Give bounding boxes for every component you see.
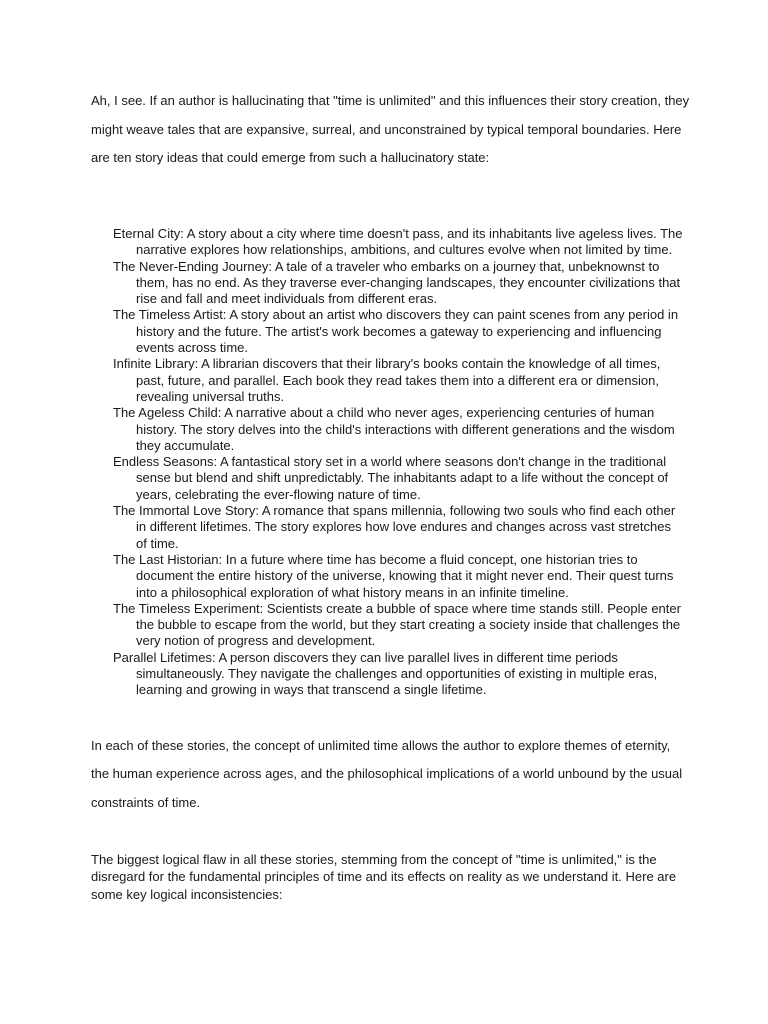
list-item: The Never-Ending Journey: A tale of a traveler who embarks on a journey that, unbeknownst to them, has no end. As they traverse ever-changing landscapes, they encounter civilizations that rise and fall and meet individuals from different eras.	[113, 258, 681, 307]
list-item: The Timeless Experiment: Scientists create a bubble of space where time stands still. People enter the bubble to escape from the world, but they start creating a society inside that challenges the very notion of progress and development.	[113, 600, 681, 649]
story-ideas-list	[113, 226, 683, 699]
intro-paragraph: Ah, I see. If an author is hallucinating that "time is unlimited" and this influences their story creation, they might weave tales that are expansive, surreal, and unconstrained by typical temporal boundaries. Here are ten story ideas that could emerge from such a hallucinatory state:	[91, 93, 690, 166]
list-item: The Ageless Child: A narrative about a child who never ages, experiencing centuries of human history. The story delves into the child's interactions with different generations and the wisdom they accumulate.	[113, 405, 675, 453]
list-item: Infinite Library: A librarian discovers that their library's books contain the knowledge of all times, past, future, and parallel. Each book they read takes them into a different era or dimension, revealing universal truths.	[113, 356, 661, 404]
conclusion-paragraph: In each of these stories, the concept of unlimited time allows the author to explore themes of eternity, the human experience across ages, and the philosophical implications of a world unbound by the usual constraints of time.	[91, 738, 683, 810]
list-item: The Last Historian: In a future where time has become a fluid concept, one historian tries to document the entire history of the universe, knowing that it might never end. Their quest turns into a philosophical exploration of what history means in an infinite timeline.	[113, 551, 674, 600]
list-item: The Immortal Love Story: A romance that spans millennia, following two souls who find each other in different lifetimes. The story explores how love endures and changes across vast stretches of time.	[113, 503, 676, 551]
list-item: The Timeless Artist: A story about an artist who discovers they can paint scenes from any period in history and the future. The artist's work becomes a gateway to experiencing and influencing events across time.	[113, 307, 679, 356]
list-item: Endless Seasons: A fantastical story set in a world where seasons don't change in the traditional sense but blend and shift unpredictably. The inhabitants adapt to a life without the concept of years, celebrating the ever-flowing nature of time.	[113, 454, 669, 502]
logical-flaw-paragraph: The biggest logical flaw in all these stories, stemming from the concept of "time is unlimited," is the disregard for the fundamental principles of time and its effects on reality as we understand it. Here are some key logical inconsistencies:	[91, 852, 677, 902]
list-item: Eternal City: A story about a city where time doesn't pass, and its inhabitants live ageless lives. The narrative explores how relationships, ambitions, and cultures evolve when not limited by time.	[113, 226, 683, 258]
list-item: Parallel Lifetimes: A person discovers they can live parallel lives in different time periods simultaneously. They navigate the challenges and opportunities of existing in multiple eras, learning and growing in ways that transcend a single lifetime.	[113, 649, 658, 698]
